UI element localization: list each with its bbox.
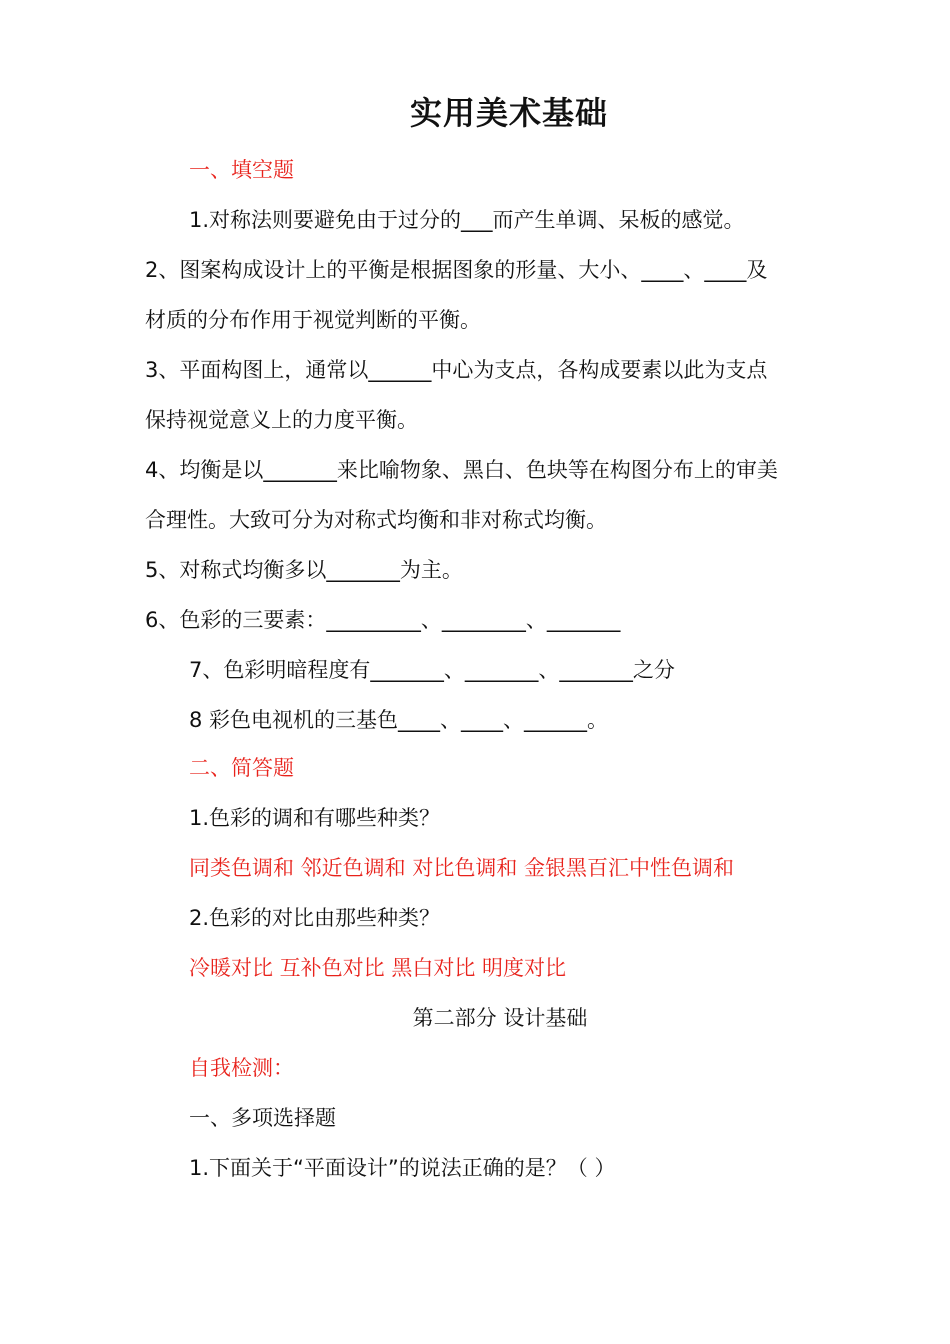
multiple-choice-heading: 一、多项选择题 [189, 1106, 336, 1130]
short-answer-question-1: 1.色彩的调和有哪些种类？ [189, 806, 441, 830]
short-answer-answer-2: 冷暖对比 互补色对比 黑白对比 明度对比 [189, 956, 567, 980]
part-two-heading: 第二部分 设计基础 [412, 1006, 588, 1030]
question-2-line-2: 材质的分布作用于视觉判断的平衡。 [145, 308, 481, 332]
self-check-heading: 自我检测： [189, 1056, 294, 1080]
question-4-line-2: 合理性。大致可分为对称式均衡和非对称式均衡。 [145, 508, 607, 532]
question-6: 6、色彩的三要素：_________、________、_______ [145, 608, 621, 632]
question-1: 1.对称法则要避免由于过分的___而产生单调、呆板的感觉。 [189, 208, 745, 232]
question-7: 7、色彩明暗程度有_______、_______、_______之分 [189, 658, 675, 682]
question-4-line-1: 4、均衡是以_______来比喻物象、黑白、色块等在构图分布上的审美 [145, 458, 778, 482]
short-answer-question-2: 2.色彩的对比由那些种类？ [189, 906, 441, 930]
question-8: 8 彩色电视机的三基色____、____、______。 [189, 708, 609, 732]
document-title: 实用美术基础 [409, 94, 608, 132]
question-3-line-1: 3、平面构图上，通常以______中心为支点，各构成要素以此为支点 [145, 358, 768, 382]
question-3-line-2: 保持视觉意义上的力度平衡。 [145, 408, 418, 432]
section-heading-fill-blank: 一、填空题 [189, 158, 294, 182]
multiple-choice-question-1: 1.下面关于“平面设计”的说法正确的是？（ ） [189, 1156, 616, 1180]
section-heading-short-answer: 二、简答题 [189, 756, 294, 780]
question-2-line-1: 2、图案构成设计上的平衡是根据图象的形量、大小、____、____及 [145, 258, 768, 282]
short-answer-answer-1: 同类色调和 邻近色调和 对比色调和 金银黑百汇中性色调和 [189, 856, 735, 880]
question-5: 5、对称式均衡多以_______为主。 [145, 558, 463, 582]
